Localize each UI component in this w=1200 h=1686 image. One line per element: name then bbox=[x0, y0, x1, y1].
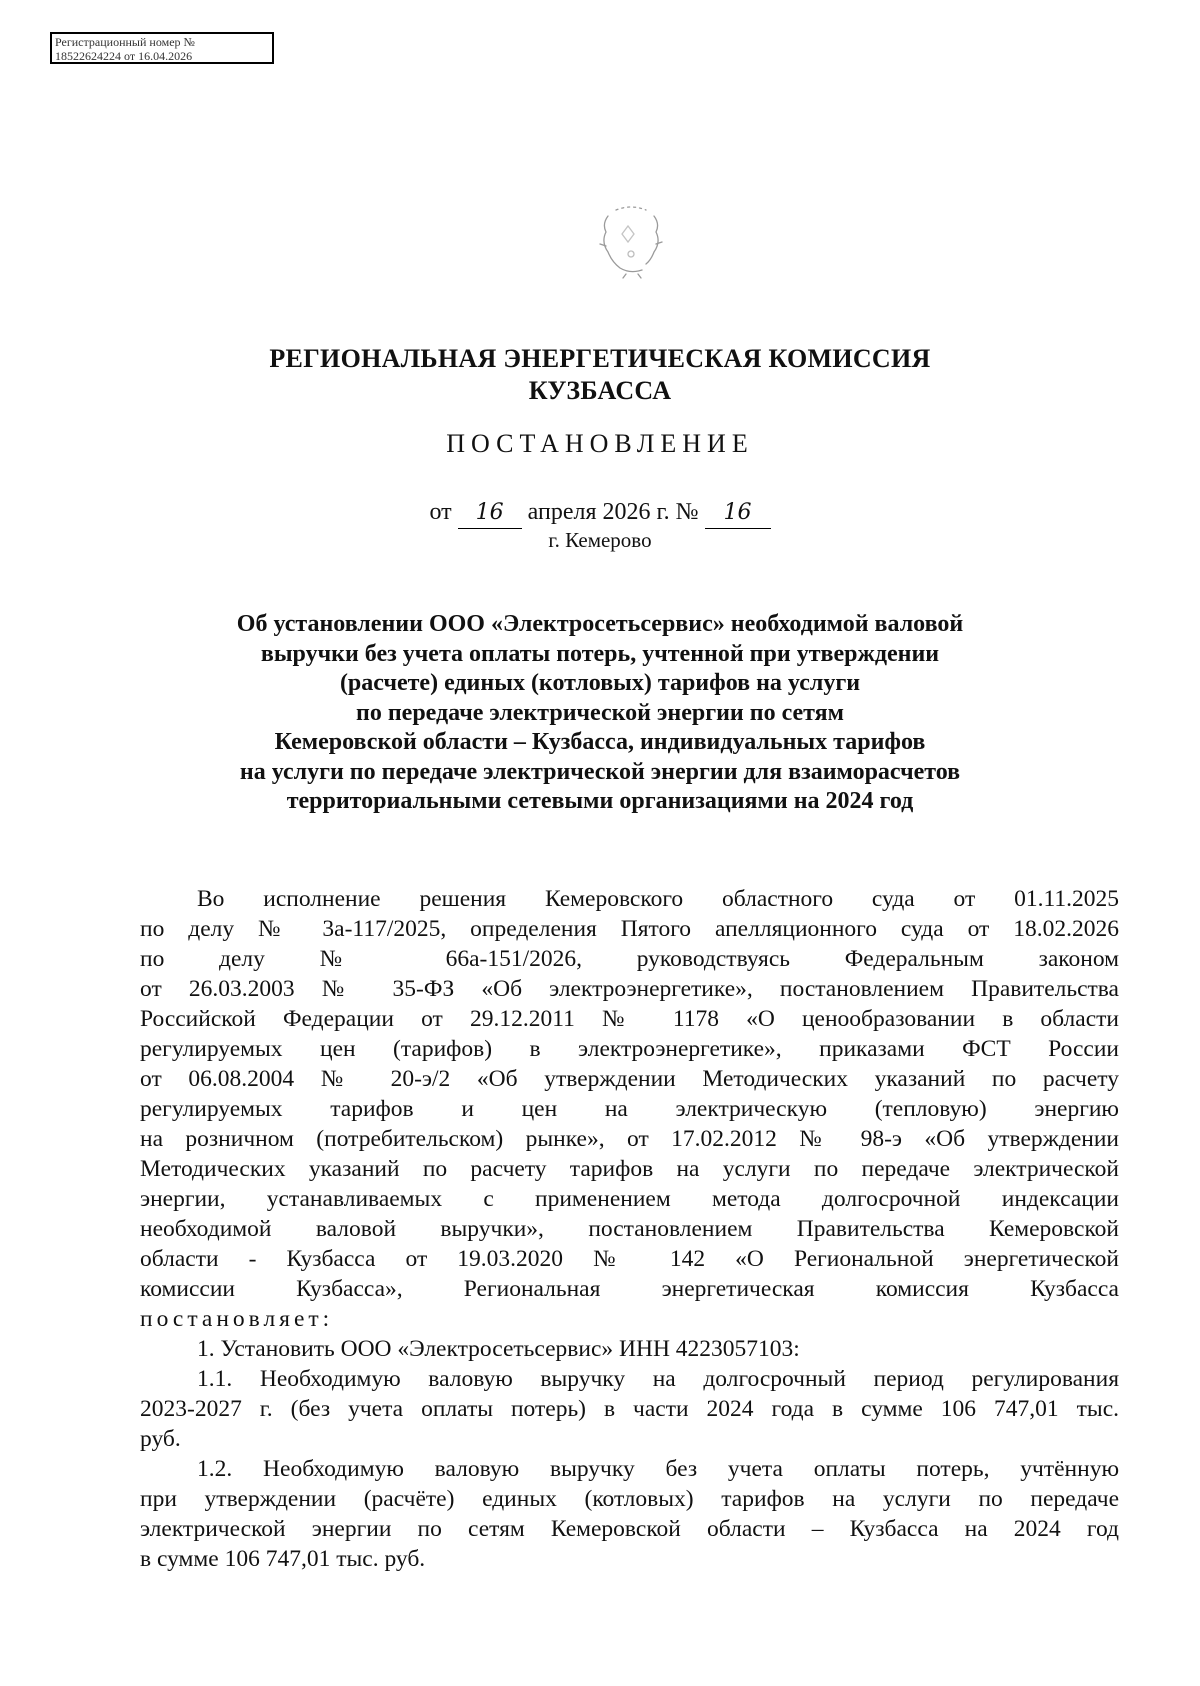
document-type: ПОСТАНОВЛЕНИЕ bbox=[446, 429, 754, 458]
date-prefix: от bbox=[429, 499, 452, 525]
preamble-line: Российской Федерации от 29.12.2011 № 1178 «О ценообразовании в области bbox=[140, 1006, 1119, 1032]
document-body bbox=[140, 884, 1119, 1574]
registration-stamp-line-1: Регистрационный номер № bbox=[55, 35, 195, 49]
subject-line: Об установлении ООО «Электросетьсервис» необходимой валовой bbox=[236, 611, 964, 637]
organization-name-line-2: КУЗБАССА bbox=[528, 376, 672, 405]
registration-stamp-line-2: 18522624224 от 16.04.2026 bbox=[55, 49, 193, 63]
subject-line: по передаче электрической энергии по сетям bbox=[356, 699, 844, 726]
preamble-line: по делу № 3а-117/2025, определения Пятого апелляционного суда от 18.02.2026 bbox=[140, 916, 1119, 942]
preamble-line: от 26.03.2003 № 35-ФЗ «Об электроэнергетике», постановлением Правительства bbox=[140, 976, 1119, 1002]
item-1-1-line: 2023-2027 г. (без учета оплаты потерь) в части 2024 года в сумме 106 747,01 тыс. bbox=[140, 1396, 1119, 1422]
item-1-2-line: при утверждении (расчёте) единых (котловых) тарифов на услуги по передаче bbox=[140, 1486, 1119, 1512]
subject-line: территориальными сетевыми организациями на 2024 год bbox=[286, 788, 914, 814]
preamble-line: регулируемых цен (тарифов) в электроэнергетике», приказами ФСТ России bbox=[140, 1036, 1119, 1062]
preamble-line: энергии, устанавливаемых с применением метода долгосрочной индексации bbox=[140, 1186, 1119, 1212]
preamble-line: по делу № 66а-151/2026, руководствуясь Федеральным законом bbox=[140, 946, 1119, 972]
preamble-line: регулируемых тарифов и цен на электрическую (тепловую) энергию bbox=[140, 1096, 1119, 1122]
organization-name bbox=[0, 343, 1200, 407]
item-1: 1. Установить ООО «Электросетьсервис» ИНН 4223057103: bbox=[197, 1336, 800, 1362]
item-1-1-line: руб. bbox=[140, 1426, 181, 1452]
city: г. Кемерово bbox=[548, 528, 652, 552]
coat-of-arms-icon bbox=[586, 204, 676, 284]
number-label: № bbox=[675, 499, 699, 525]
preamble-line: от 06.08.2004 № 20-э/2 «Об утверждении Методических указаний по расчету bbox=[140, 1066, 1119, 1092]
preamble-paragraph bbox=[140, 884, 1119, 1334]
subject-line: на услуги по передаче электрической энергии для взаиморасчетов bbox=[239, 758, 961, 785]
resolves-word: постановляет: bbox=[140, 1306, 334, 1332]
preamble-line: Во исполнение решения Кемеровского областного суда от 01.11.2025 bbox=[197, 886, 1119, 912]
date-line bbox=[0, 497, 1200, 529]
date-month-year: апреля 2026 г. bbox=[527, 499, 670, 525]
item-1-2-line: электрической энергии по сетям Кемеровской области – Кузбасса на 2024 год bbox=[140, 1516, 1119, 1542]
item-1-1-line: 1.1. Необходимую валовую выручку на долгосрочный период регулирования bbox=[197, 1366, 1119, 1392]
registration-stamp bbox=[50, 32, 274, 64]
preamble-line: области - Кузбасса от 19.03.2020 № 142 «О Региональной энергетической bbox=[140, 1246, 1119, 1272]
subject-line: Кемеровской области – Кузбасса, индивидуальных тарифов bbox=[274, 729, 926, 755]
preamble-line: на розничном (потребительском) рынке», от 17.02.2012 № 98-э «Об утверждении bbox=[140, 1126, 1119, 1152]
date-day: 16 bbox=[458, 498, 522, 529]
preamble-line: Методических указаний по расчету тарифов на услуги по передаче электрической bbox=[140, 1156, 1119, 1182]
item-1-1 bbox=[140, 1364, 1119, 1454]
organization-name-line-1: РЕГИОНАЛЬНАЯ ЭНЕРГЕТИЧЕСКАЯ КОМИССИЯ bbox=[269, 344, 931, 373]
subject-line: выручки без учета оплаты потерь, учтенной при утверждении bbox=[260, 640, 940, 667]
preamble-line: необходимой валовой выручки», постановлением Правительства Кемеровской bbox=[140, 1216, 1119, 1242]
document-number: 16 bbox=[705, 498, 771, 529]
document-subject bbox=[0, 610, 1200, 817]
subject-line: (расчете) единых (котловых) тарифов на услуги bbox=[339, 670, 861, 696]
item-1-2 bbox=[140, 1454, 1119, 1574]
item-1-2-line: в сумме 106 747,01 тыс. руб. bbox=[140, 1546, 426, 1572]
item-1-2-line: 1.2. Необходимую валовую выручку без учета оплаты потерь, учтённую bbox=[197, 1456, 1119, 1482]
preamble-line: комиссии Кузбасса», Региональная энергетическая комиссия Кузбасса bbox=[140, 1276, 1119, 1302]
